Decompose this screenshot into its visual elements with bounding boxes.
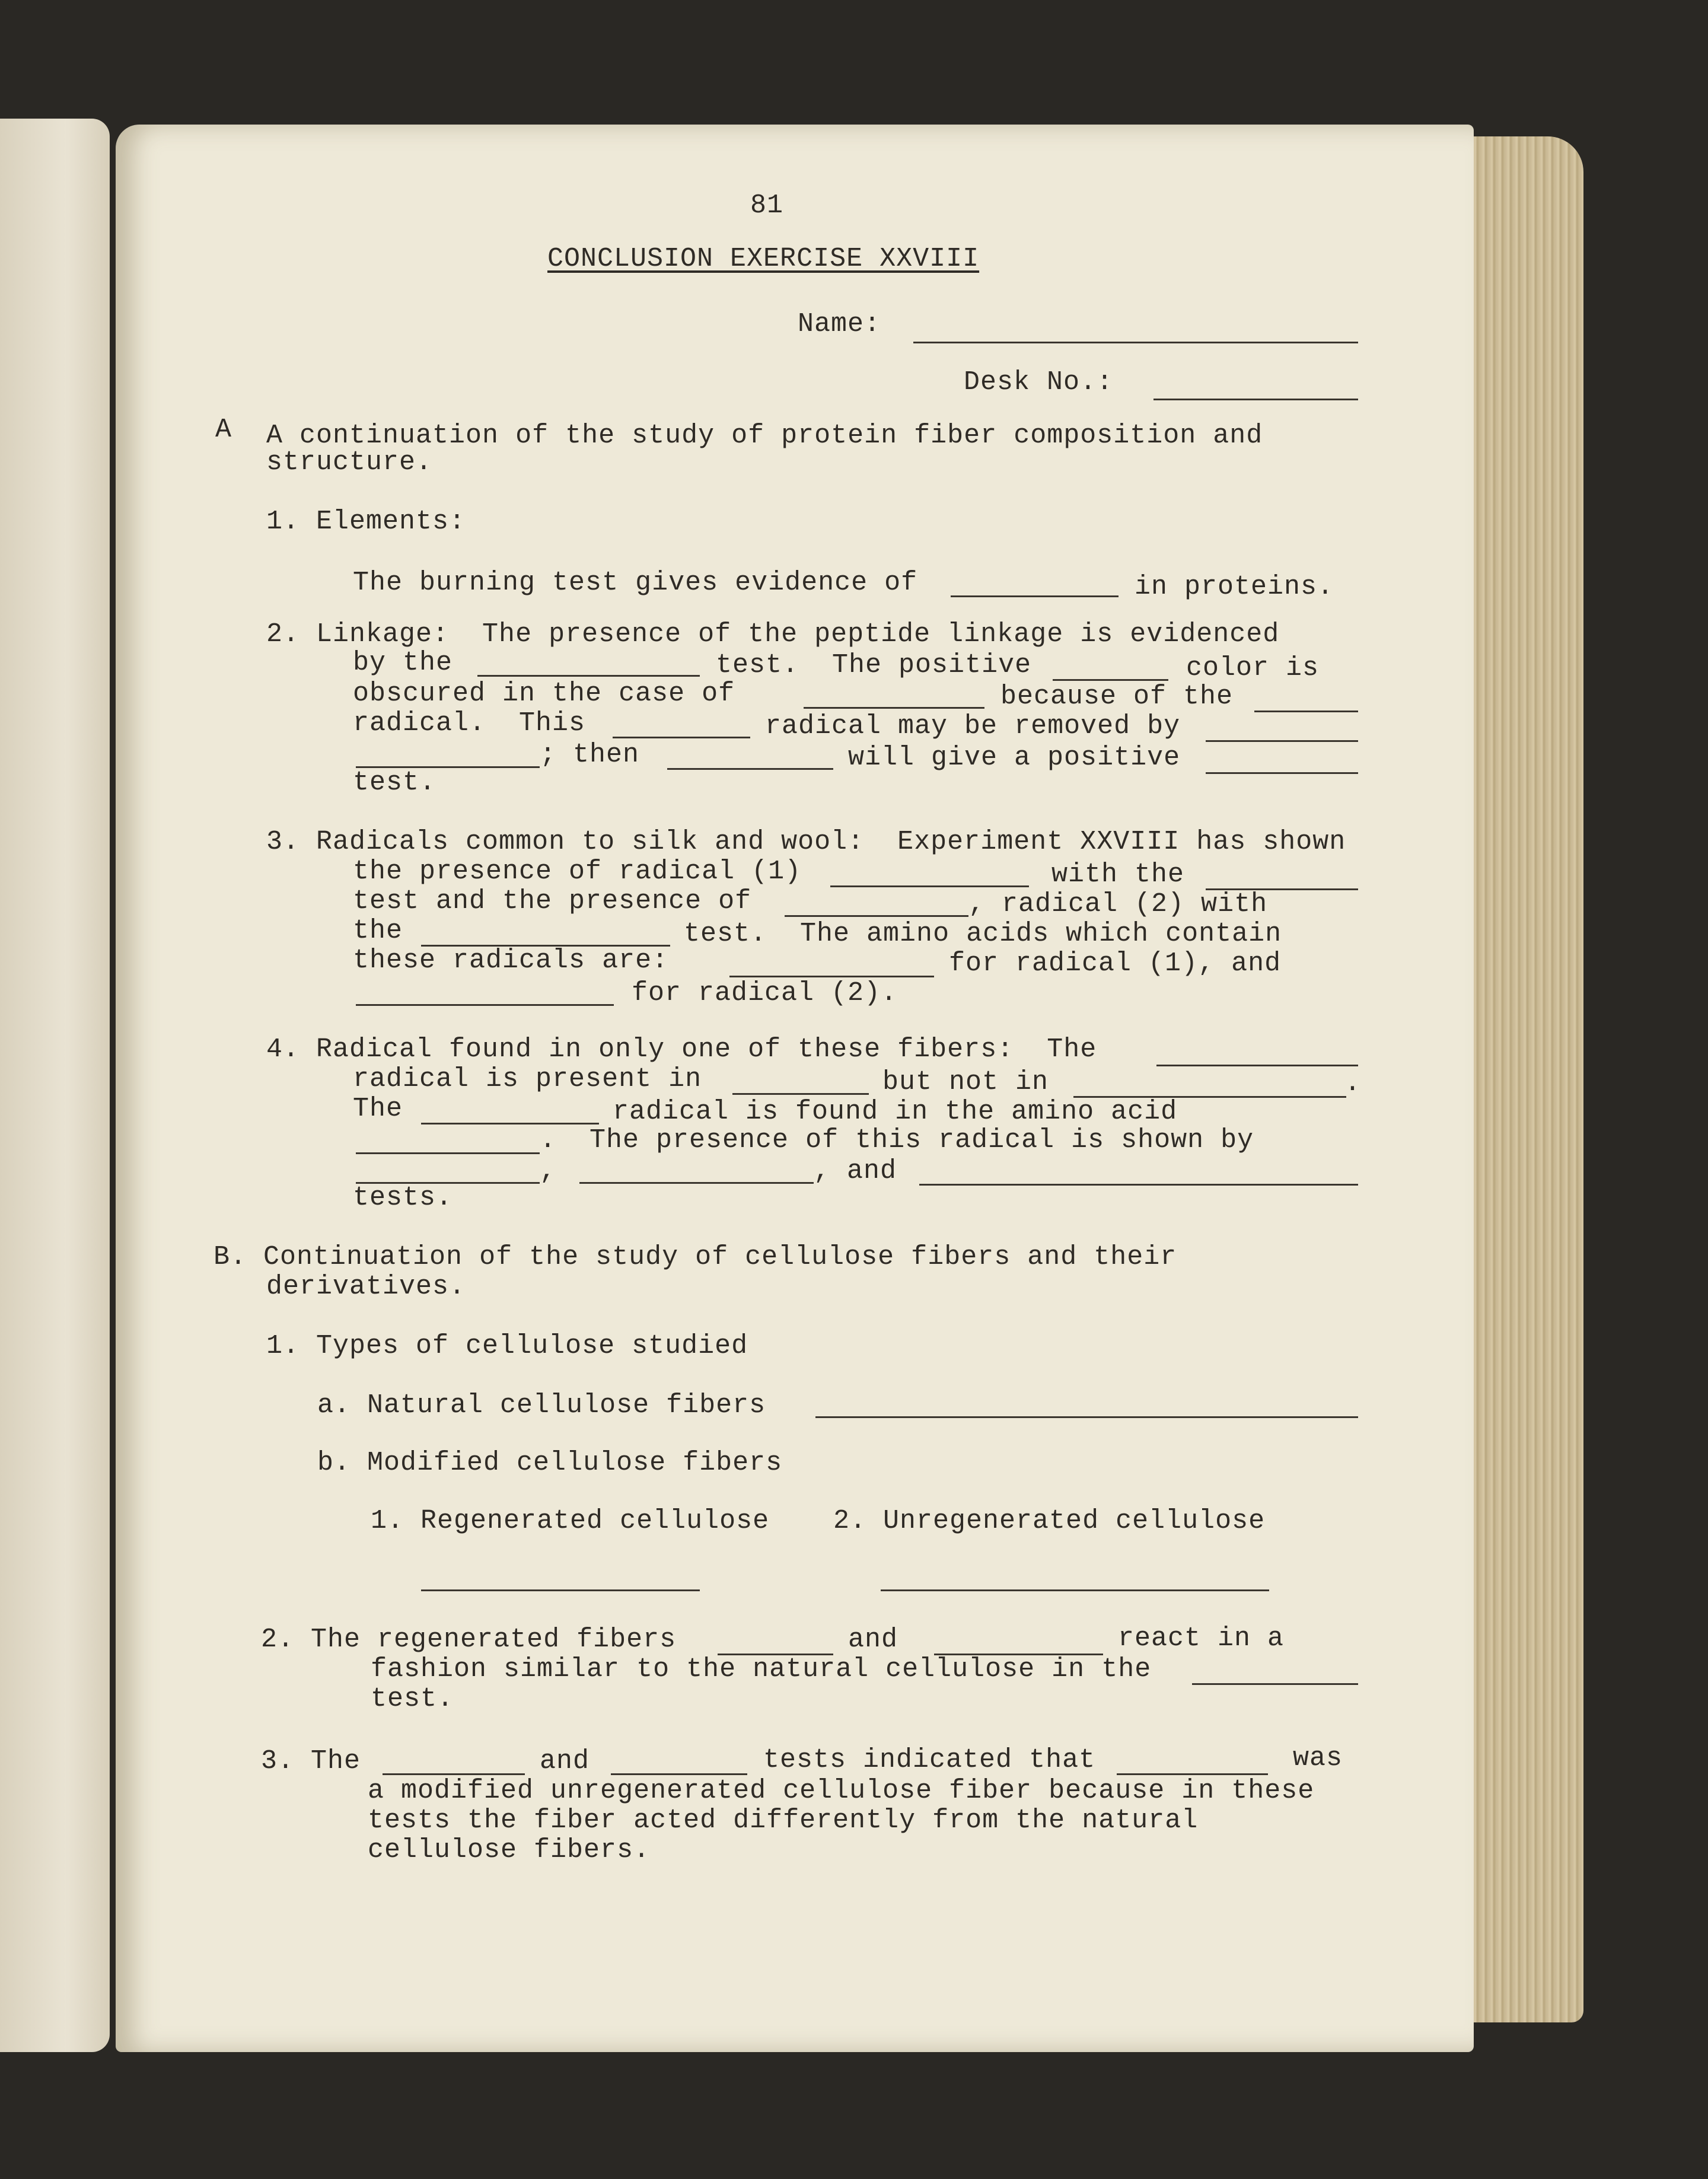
blank[interactable] xyxy=(421,1589,700,1591)
item-b3-line: a modified unregenerated cellulose fiber because in these xyxy=(368,1776,1315,1806)
section-b-heading: B. Continuation of the study of cellulose fibers and their xyxy=(214,1242,1177,1272)
blank[interactable] xyxy=(732,1093,869,1095)
section-a-heading: A continuation of the study of protein fiber composition and xyxy=(266,420,1263,451)
item-a2-line: obscured in the case of xyxy=(353,678,735,709)
blank[interactable] xyxy=(356,1004,614,1006)
blank[interactable] xyxy=(804,707,984,709)
blank[interactable] xyxy=(613,737,750,738)
page-title: CONCLUSION EXERCISE XXVIII xyxy=(547,244,980,274)
blank[interactable] xyxy=(667,768,833,770)
item-b2-line: and xyxy=(848,1624,898,1655)
blank[interactable] xyxy=(919,1184,1358,1186)
item-a2-line: color is xyxy=(1186,653,1320,683)
blank[interactable] xyxy=(1053,679,1168,681)
blank[interactable] xyxy=(1206,772,1358,774)
item-a3-line: the presence of radical (1) xyxy=(353,856,802,887)
blank[interactable] xyxy=(1117,1773,1268,1775)
item-a2-line: test. The positive xyxy=(716,650,1032,680)
item-a1-label: 1. Elements: xyxy=(266,506,466,537)
item-a4-line: , xyxy=(540,1156,557,1186)
item-a4-line: . xyxy=(1344,1068,1362,1098)
worksheet-page xyxy=(116,125,1474,2052)
item-a4-line: but not in xyxy=(882,1067,1049,1097)
item-a3-line: for radical (1), and xyxy=(949,948,1282,979)
item-b1a: a. Natural cellulose fibers xyxy=(317,1390,766,1420)
blank[interactable] xyxy=(785,915,968,917)
desk-label: Desk No.: xyxy=(964,367,1114,397)
item-b3-line: tests indicated that xyxy=(763,1745,1096,1775)
item-b2-line: fashion similar to the natural cellulose in the xyxy=(371,1654,1152,1684)
item-a3-line: the xyxy=(353,916,403,946)
blank[interactable] xyxy=(1206,740,1358,742)
name-blank[interactable] xyxy=(913,342,1358,343)
blank[interactable] xyxy=(815,1416,1358,1418)
item-a2-line: test. xyxy=(353,767,436,798)
name-label: Name: xyxy=(798,309,881,339)
item-a4-line: radical is present in xyxy=(353,1064,702,1094)
item-b2-line: test. xyxy=(371,1684,454,1714)
item-a2-line: 2. Linkage: The presence of the peptide linkage is evidenced xyxy=(266,619,1280,649)
blank[interactable] xyxy=(830,885,1029,887)
item-a2-line: radical may be removed by xyxy=(765,711,1181,741)
section-b-heading-cont: derivatives. xyxy=(266,1272,466,1302)
section-a-heading-cont: structure. xyxy=(266,447,433,477)
section-a-label: A xyxy=(215,415,232,445)
item-a4-line: radical is found in the amino acid xyxy=(613,1097,1178,1127)
item-a3-line: test. The amino acids which contain xyxy=(684,919,1282,949)
item-a2-line: ; then xyxy=(540,740,640,770)
facing-page xyxy=(0,119,110,2052)
item-b2-line: 2. The regenerated fibers xyxy=(261,1624,677,1655)
item-a3-line: 3. Radicals common to silk and wool: Experiment XXVIII has shown xyxy=(266,827,1346,857)
item-b1-label: 1. Types of cellulose studied xyxy=(266,1331,748,1361)
item-b1b: b. Modified cellulose fibers xyxy=(317,1448,783,1478)
item-a3-line: , radical (2) with xyxy=(968,889,1268,919)
blank[interactable] xyxy=(1156,1065,1358,1066)
item-a2-line: by the xyxy=(353,648,453,678)
item-b1b-1: 1. Regenerated cellulose xyxy=(371,1506,770,1536)
blank[interactable] xyxy=(579,1182,814,1184)
item-b3-line: tests the fiber acted differently from the natural xyxy=(368,1805,1199,1836)
item-a4-line: , and xyxy=(814,1156,897,1186)
item-b2-line: react in a xyxy=(1118,1623,1285,1654)
page-number: 81 xyxy=(750,190,784,221)
item-b3-line: 3. The xyxy=(261,1746,361,1776)
blank[interactable] xyxy=(1192,1683,1358,1685)
blank[interactable] xyxy=(881,1589,1269,1591)
item-a2-line: radical. This xyxy=(353,708,586,738)
blank[interactable] xyxy=(611,1773,747,1775)
item-a4-line: . The presence of this radical is shown by xyxy=(540,1125,1254,1155)
blank[interactable] xyxy=(951,595,1119,597)
item-a4-line: tests. xyxy=(353,1183,453,1213)
desk-blank[interactable] xyxy=(1153,399,1358,400)
item-a3-line: with the xyxy=(1051,859,1185,890)
item-a2-line: will give a positive xyxy=(848,743,1181,773)
item-a3-line: these radicals are: xyxy=(353,945,669,976)
item-a4-line: 4. Radical found in only one of these fibers: The xyxy=(266,1034,1097,1065)
item-b3-line: was xyxy=(1293,1743,1343,1773)
item-a3-line: for radical (2). xyxy=(632,978,898,1008)
blank[interactable] xyxy=(383,1773,525,1775)
blank[interactable] xyxy=(421,1123,599,1124)
item-a3-line: test and the presence of xyxy=(353,886,752,916)
blank[interactable] xyxy=(1254,711,1358,712)
item-a1-text: The burning test gives evidence of xyxy=(353,568,918,598)
item-b3-line: cellulose fibers. xyxy=(368,1835,651,1865)
item-b3-line: and xyxy=(540,1746,590,1776)
item-a4-line: The xyxy=(353,1094,403,1124)
blank[interactable] xyxy=(729,976,934,977)
item-b1b-2: 2. Unregenerated cellulose xyxy=(833,1506,1266,1536)
blank[interactable] xyxy=(477,675,700,677)
item-a1-text-end: in proteins. xyxy=(1135,572,1334,602)
blank[interactable] xyxy=(356,1152,540,1154)
item-a2-line: because of the xyxy=(1000,681,1234,712)
